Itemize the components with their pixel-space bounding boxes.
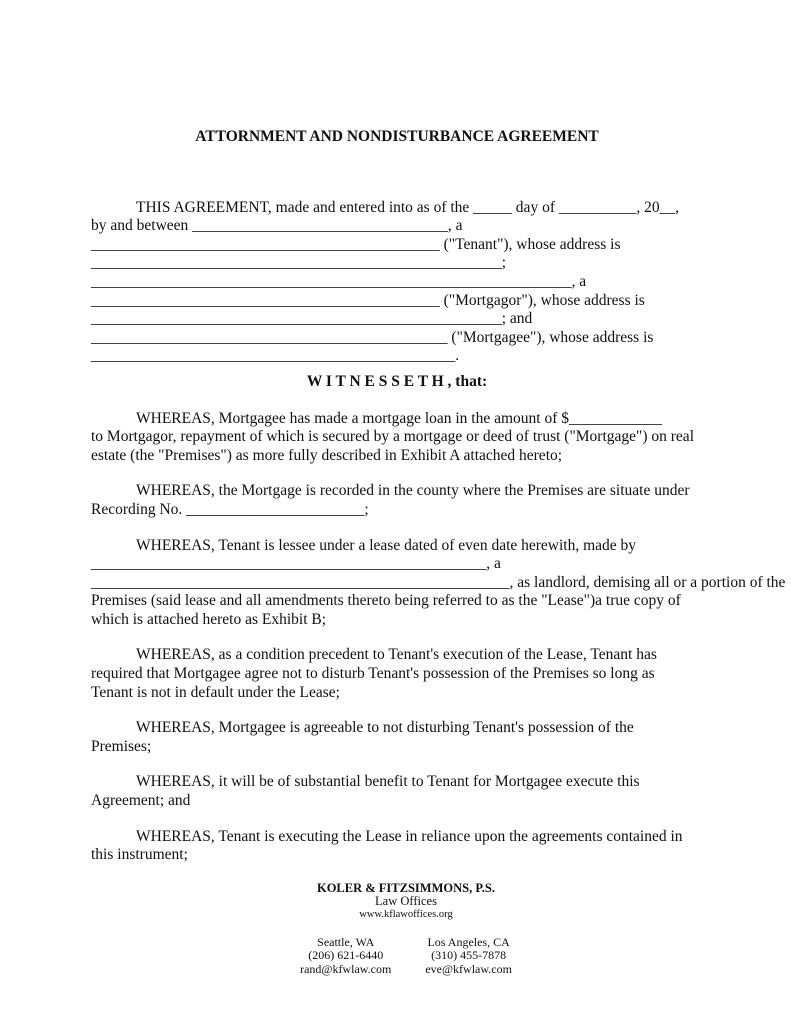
document-line: this instrument; — [91, 846, 188, 864]
whereas-paragraph — [91, 773, 703, 810]
document-line: Agreement; and — [91, 792, 191, 810]
document-line: WHEREAS, Mortgagee has made a mortgage loan in the amount of $____________ — [136, 409, 663, 427]
document-line: WHEREAS, Tenant is lessee under a lease dated of even date herewith, made by — [136, 536, 637, 554]
document-line: ___________________________________________________, a — [91, 555, 501, 573]
law-firm-footer — [100, 882, 712, 977]
office-email: rand@kfwlaw.com — [300, 961, 392, 976]
document-line: which is attached hereto as Exhibit B; — [91, 610, 327, 628]
document-line: THIS AGREEMENT, made and entered into as of the _____ day of __________, 20__, — [136, 198, 679, 216]
office-city: Los Angeles, CA — [427, 934, 510, 949]
document-line: Recording No. _______________________; — [91, 500, 369, 518]
intro-paragraph — [91, 199, 703, 366]
office-los-angeles — [425, 936, 512, 977]
office-columns — [100, 936, 712, 977]
document-line: WHEREAS, Tenant is executing the Lease in reliance upon the agreements contained in — [136, 827, 683, 845]
document-line: estate (the "Premises") as more fully described in Exhibit A attached hereto; — [91, 446, 563, 464]
whereas-paragraph — [91, 536, 786, 630]
document-line: Premises (said lease and all amendments thereto being referred to as the "Lease")a true copy of — [91, 592, 681, 610]
document-line: _____________________________________________________; and — [91, 310, 533, 328]
law-firm-website: www.kflawoffices.org — [359, 908, 453, 920]
document-title: ATTORNMENT AND NONDISTURBANCE AGREEMENT — [195, 128, 599, 145]
document-line: ______________________________________________ ("Mortgagee"), whose address is — [91, 328, 654, 346]
law-firm-subtitle: Law Offices — [375, 893, 437, 908]
whereas-paragraph — [91, 482, 703, 519]
document-line: by and between _________________________________, a — [91, 217, 463, 235]
office-phone: (310) 455-7878 — [431, 948, 507, 963]
whereas-paragraph — [91, 719, 703, 756]
document-line: Premises; — [91, 737, 152, 755]
document-line: WHEREAS, as a condition precedent to Tenant's execution of the Lease, Tenant has — [136, 646, 657, 664]
office-email: eve@kfwlaw.com — [425, 961, 512, 976]
whereas-paragraph — [91, 646, 703, 702]
document-line: ______________________________________________________________, a — [91, 272, 587, 290]
office-phone: (206) 621-6440 — [308, 948, 384, 963]
document-line: Tenant is not in default under the Lease; — [91, 683, 340, 701]
document-line: _____________________________________________________; — [91, 254, 507, 272]
document-line: ______________________________________________________, as landlord, demising all or a portion of the — [91, 573, 786, 591]
document-line: required that Mortgagee agree not to disturb Tenant's possession of the Premises so long as — [91, 665, 655, 683]
office-city: Seattle, WA — [317, 934, 375, 949]
whereas-paragraph — [91, 410, 703, 466]
whereas-paragraph — [91, 828, 703, 865]
office-seattle — [300, 936, 391, 977]
document-line: WHEREAS, Mortgagee is agreeable to not disturbing Tenant's possession of the — [136, 719, 634, 737]
document-line: WHEREAS, it will be of substantial benefit to Tenant for Mortgagee execute this — [136, 773, 640, 791]
law-firm-name: KOLER & FITZSIMMONS, P.S. — [316, 880, 496, 895]
document-line: to Mortgagor, repayment of which is secured by a mortgage or deed of trust ("Mortgage") on real — [91, 428, 694, 446]
document-line: WHEREAS, the Mortgage is recorded in the county where the Premises are situate under — [136, 482, 690, 500]
document-line: _____________________________________________ ("Tenant"), whose address is — [91, 235, 621, 253]
document-line: _______________________________________________. — [91, 347, 460, 365]
document-line: _____________________________________________ ("Mortgagor"), whose address is — [91, 291, 645, 309]
whereas-paragraphs — [91, 409, 786, 865]
witnesseth-heading: W I T N E S S E T H , that: — [306, 372, 488, 390]
